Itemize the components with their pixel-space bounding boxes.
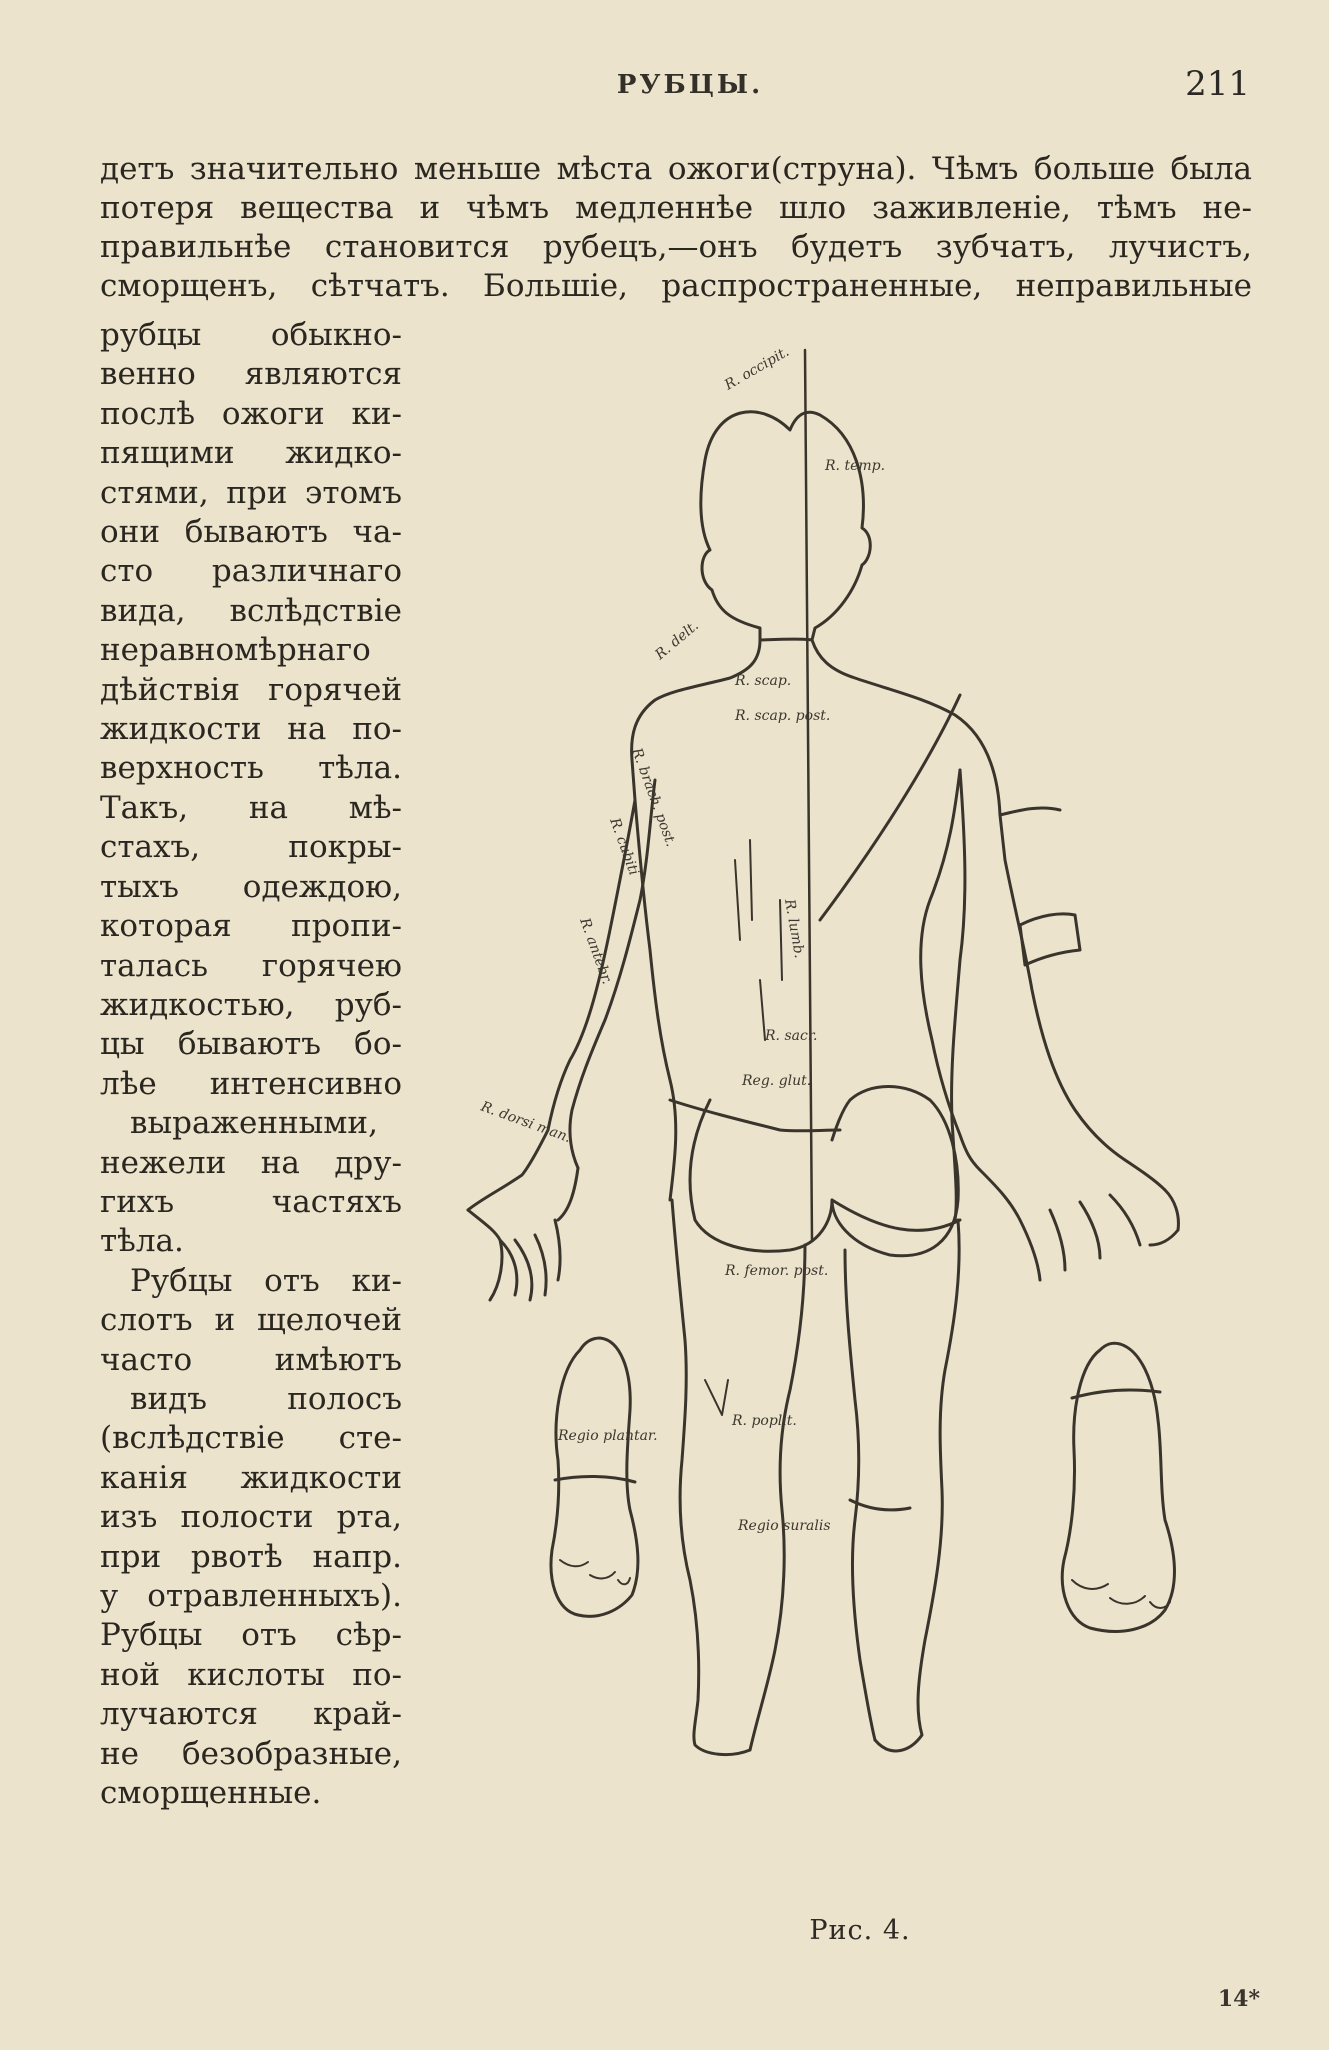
region-label: Regio plantar. bbox=[558, 1428, 658, 1444]
text-line: выраженными, bbox=[130, 1105, 378, 1142]
region-label: R. temp. bbox=[825, 458, 886, 474]
intro-line: детъ значительно меньше мѣста ожоги(струна). Чѣмъ больше была bbox=[100, 151, 1252, 187]
intro-line: потеря вещества и чѣмъ медленнѣе шло заживленіе, тѣмъ не- bbox=[100, 190, 1252, 226]
text-line: тѣла. bbox=[100, 1223, 184, 1260]
anatomical-figure bbox=[460, 340, 1270, 1840]
region-label: R. scap. bbox=[735, 673, 792, 689]
text-line: пящими жидко- bbox=[100, 435, 402, 472]
text-line: неравномѣрнаго bbox=[100, 632, 371, 669]
forearm-band bbox=[1020, 914, 1080, 965]
region-label: Regio suralis bbox=[738, 1518, 831, 1534]
text-line: верхность тѣла. bbox=[100, 750, 402, 787]
right-foot-band bbox=[1072, 1390, 1160, 1398]
left-flank bbox=[635, 800, 676, 1200]
midline bbox=[805, 350, 812, 1240]
region-label: R. dorsi man. bbox=[478, 1098, 574, 1147]
text-line: при рвотѣ напр. bbox=[100, 1538, 402, 1575]
running-head bbox=[0, 64, 1329, 110]
text-line: лучаются край- bbox=[100, 1696, 402, 1733]
spine-marks bbox=[735, 840, 782, 1040]
region-label: R. poplit. bbox=[732, 1413, 797, 1429]
intro-paragraph bbox=[100, 150, 1252, 306]
region-label: R. cubiti bbox=[606, 815, 642, 878]
region-label: R. sacr. bbox=[765, 1028, 818, 1044]
right-foot-toes bbox=[1072, 1580, 1170, 1608]
text-line: Рубцы отъ сѣр- bbox=[100, 1617, 402, 1654]
region-label: R. femor. post. bbox=[725, 1263, 829, 1279]
intro-line: правильнѣе становится рубецъ,—онъ будетъ зубчатъ, лучистъ, bbox=[100, 229, 1252, 265]
knee-marks bbox=[705, 1380, 728, 1415]
text-line: которая пропи- bbox=[100, 908, 402, 945]
text-line: сто различнаго bbox=[100, 553, 402, 590]
right-foot-sole bbox=[1062, 1343, 1174, 1631]
right-side-trunk bbox=[812, 640, 1165, 1190]
region-label: R. antebr. bbox=[576, 915, 615, 987]
region-label: R. brach. post. bbox=[628, 745, 679, 849]
text-line: лѣе интенсивно bbox=[100, 1065, 402, 1102]
text-line: изъ полости рта, bbox=[100, 1499, 402, 1536]
left-leg-outer bbox=[672, 1200, 750, 1755]
text-line: они бываютъ ча- bbox=[100, 514, 402, 551]
diagonal-band bbox=[820, 695, 960, 920]
knee-line-right bbox=[850, 1500, 910, 1510]
text-line: послѣ ожоги ки- bbox=[100, 395, 402, 432]
gluteal-fold bbox=[832, 1200, 960, 1230]
page-title: РУБЦЫ. bbox=[616, 70, 764, 100]
left-foot-band bbox=[555, 1476, 635, 1482]
region-label: R. lumb. bbox=[781, 897, 808, 960]
text-line: ной кислоты по- bbox=[100, 1656, 402, 1693]
figure-caption: Рис. 4. bbox=[809, 1915, 911, 1946]
buttock-line bbox=[670, 1100, 840, 1131]
text-line: у отравленныхъ). bbox=[100, 1578, 402, 1614]
region-label: R. delt. bbox=[652, 617, 702, 664]
text-line: жидкости на по- bbox=[100, 711, 402, 748]
region-label: Reg. glut. bbox=[742, 1073, 812, 1089]
text-line: тыхъ одеждою, bbox=[100, 868, 402, 905]
body-regions-diagram bbox=[460, 340, 1270, 1840]
text-line: стями, при этомъ bbox=[100, 474, 402, 511]
text-line: канія жидкости bbox=[100, 1459, 402, 1496]
text-line: вида, вслѣдствіе bbox=[100, 592, 402, 629]
text-line: стахъ, покры- bbox=[100, 829, 402, 866]
text-line: сморщенные. bbox=[100, 1775, 322, 1812]
page-number: 211 bbox=[1185, 64, 1250, 104]
text-line: видъ полосъ bbox=[130, 1380, 402, 1417]
text-line: не безобразные, bbox=[100, 1735, 402, 1772]
text-line: Рубцы отъ ки- bbox=[130, 1262, 402, 1299]
text-line: (вслѣдствіе сте- bbox=[100, 1420, 402, 1457]
side-column-text bbox=[100, 316, 402, 1813]
text-line: Такъ, на мѣ- bbox=[100, 789, 402, 826]
right-leg-inner bbox=[845, 1250, 875, 1740]
text-line: часто имѣютъ bbox=[100, 1341, 402, 1378]
right-hand bbox=[980, 1170, 1178, 1280]
text-line: дѣйствія горячей bbox=[100, 671, 402, 708]
left-foot-toes bbox=[560, 1560, 630, 1584]
text-line: венно являются bbox=[100, 356, 402, 393]
text-line: цы бываютъ бо- bbox=[100, 1026, 402, 1063]
head-outline bbox=[701, 412, 870, 640]
text-line: талась горячею bbox=[100, 947, 402, 984]
left-hand bbox=[468, 1168, 578, 1300]
text-line: рубцы обыкно- bbox=[100, 317, 402, 353]
left-leg-inner bbox=[750, 1245, 805, 1750]
region-label: R. scap. post. bbox=[735, 708, 831, 724]
upper-arm-band bbox=[1000, 808, 1060, 815]
text-line: гихъ частяхъ bbox=[100, 1183, 402, 1220]
right-leg-outer bbox=[875, 1220, 959, 1751]
text-line: нежели на дру- bbox=[100, 1144, 402, 1181]
printer-signature: 14* bbox=[1217, 1986, 1260, 2012]
intro-line: сморщенъ, сѣтчатъ. Большіе, распространенные, неправильные bbox=[100, 268, 1252, 304]
region-label: R. occipit. bbox=[722, 343, 792, 394]
text-line: жидкостью, руб- bbox=[100, 986, 402, 1023]
text-line: слотъ и щелочей bbox=[100, 1302, 402, 1339]
